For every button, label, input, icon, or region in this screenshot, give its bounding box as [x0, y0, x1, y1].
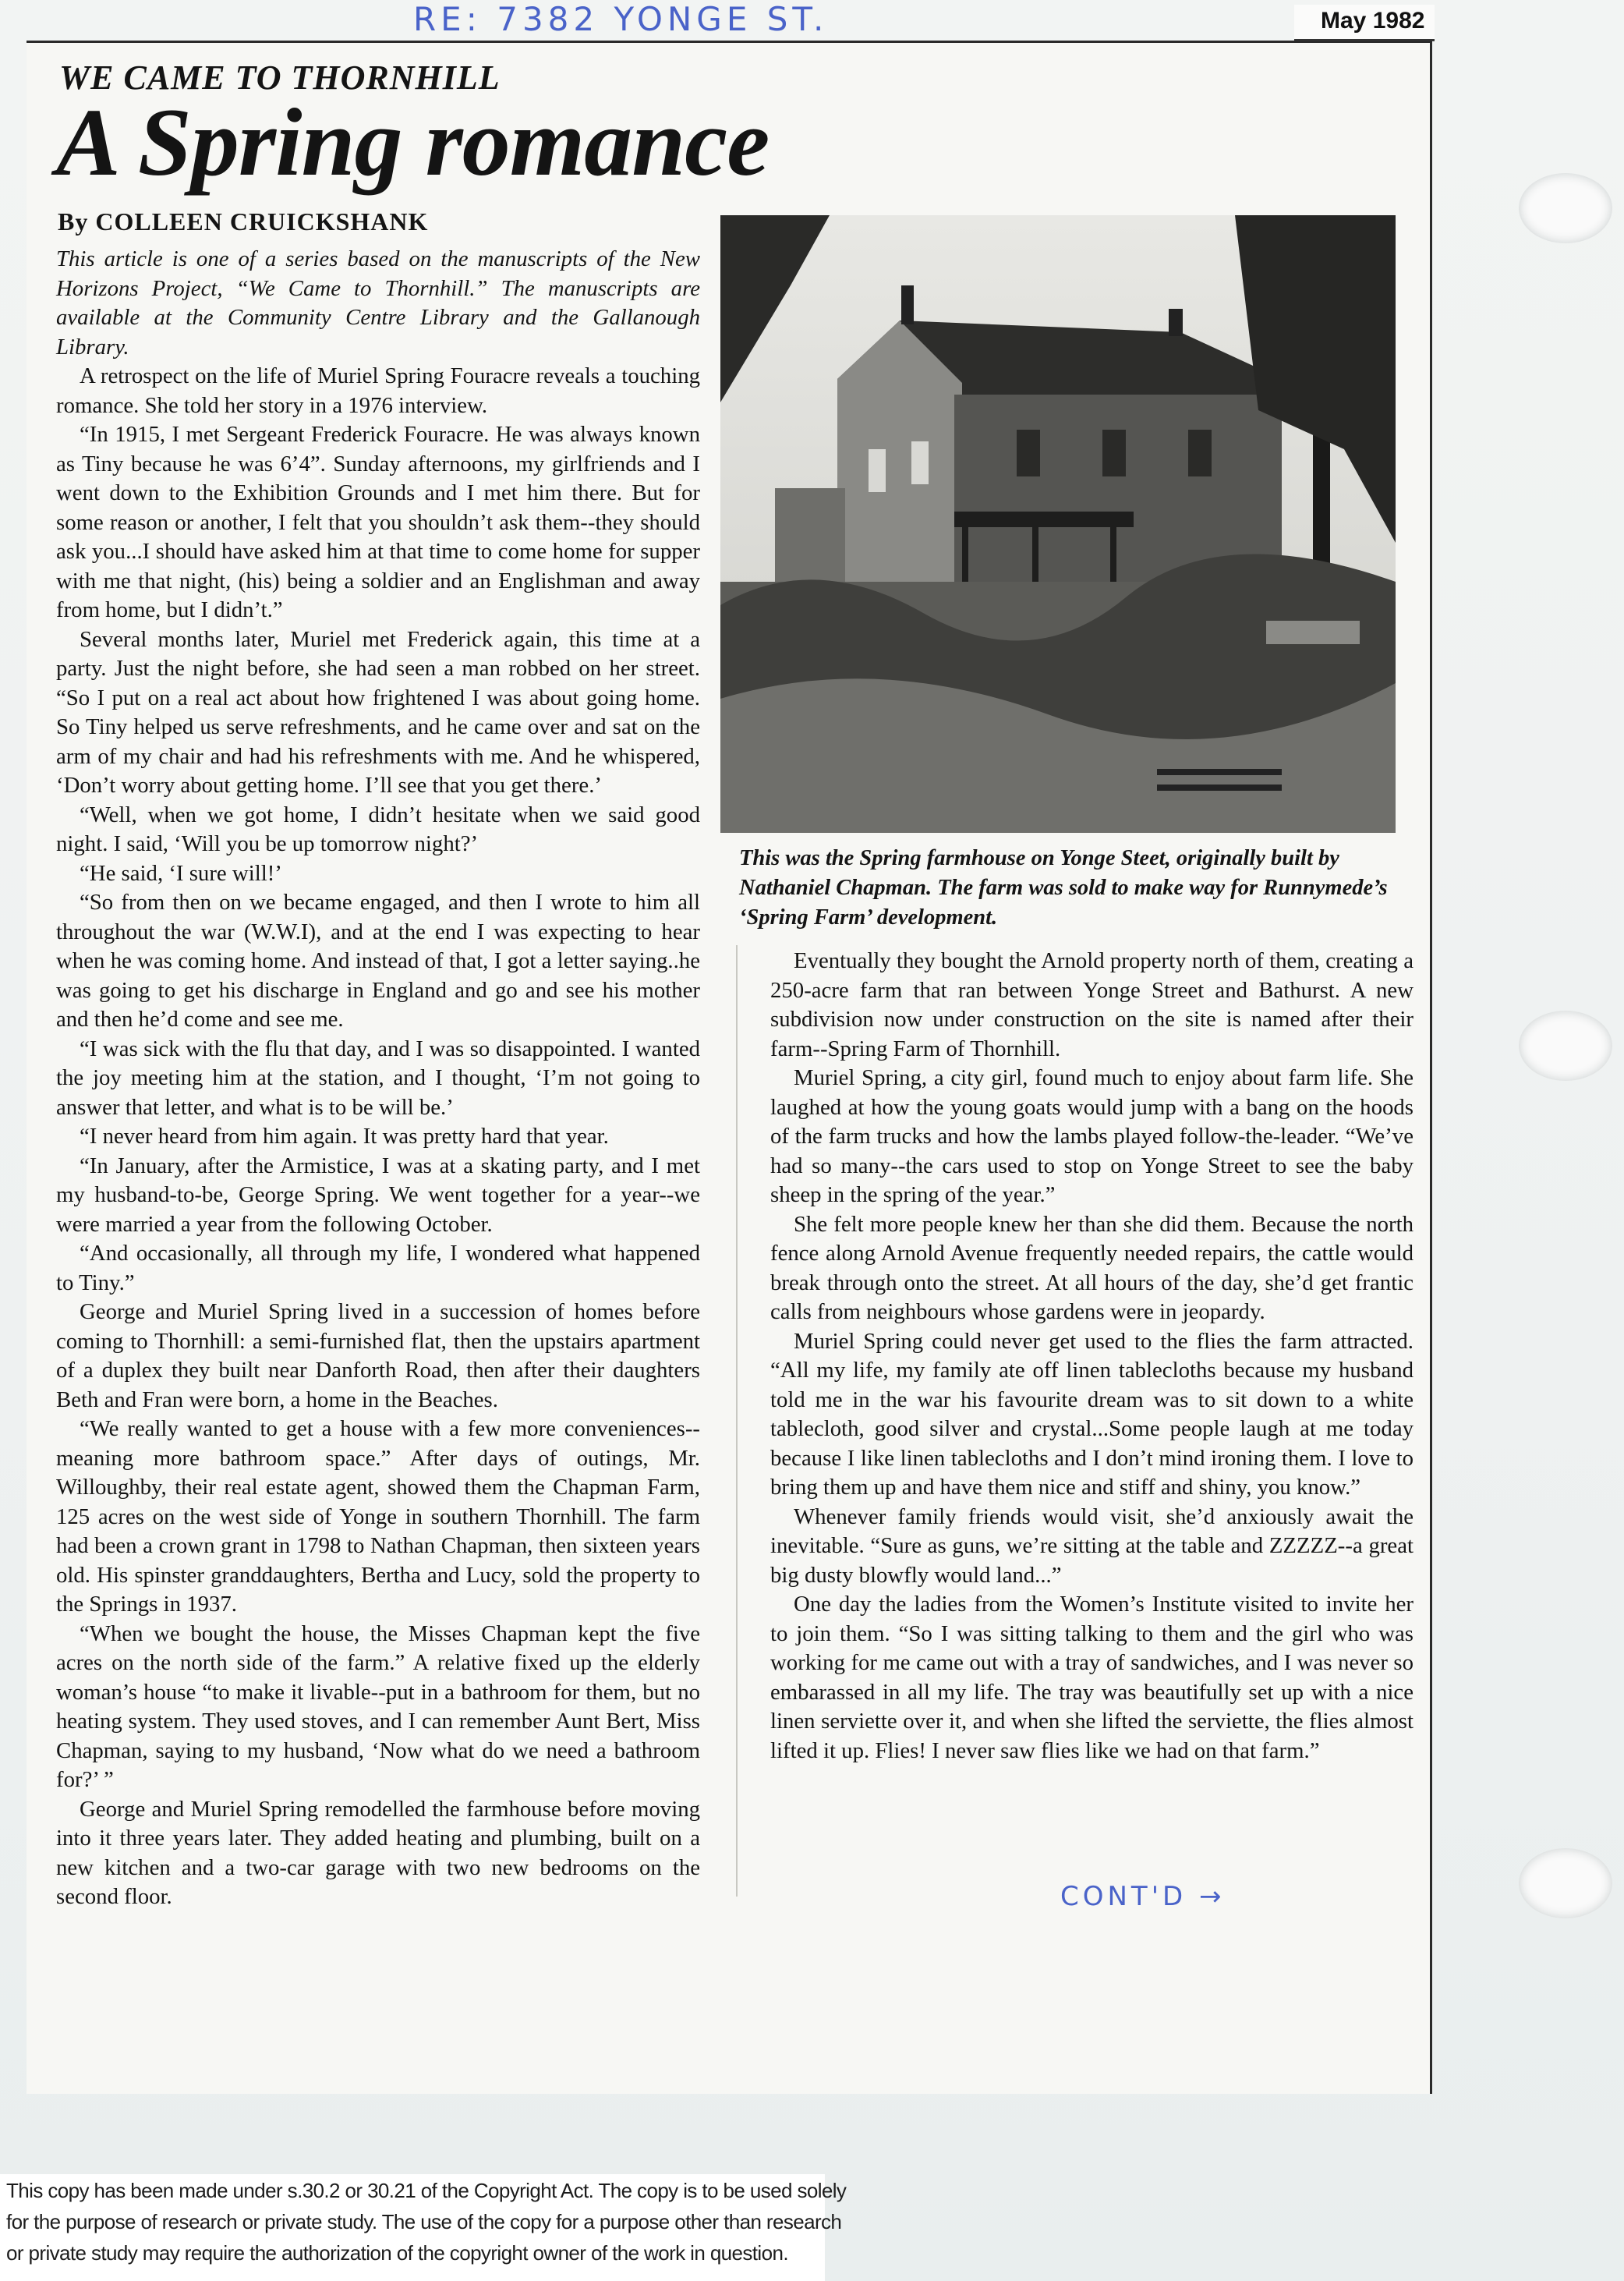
farmhouse-illustration: [720, 215, 1396, 833]
body-paragraph: “When we bought the house, the Misses Chapman kept the five acres on the north side of the farm.” A relative fixed up the elderly woman’s house “to make it livable--put in a bathroom for them, but no heating system. They used stoves, and I can remember Aunt Bert, Miss Chapman, saying to my husband, ‘Now what do we need a bathroom for?’ ”: [56, 1620, 700, 1792]
body-paragraph: “And occasionally, all through my life, I wondered what happened to Tiny.”: [56, 1241, 700, 1295]
body-paragraph: “Well, when we got home, I didn’t hesitate when we said good night. I said, ‘Will you be up tomorrow night?’: [56, 802, 700, 856]
body-paragraph: Muriel Spring could never get used to the flies the farm attracted. “All my life, my family ate off linen tablecloths because my husband told me in the war his favourite dream was to sit down to a white tablecloth, good silver and crystal...Some people laugh at me today because I like linen tablecloths and I don’t mind ironing them. I love to bring them up and have them nice and stiff and shiny, you know.”: [770, 1328, 1413, 1500]
body-paragraph: Eventually they bought the Arnold property north of them, creating a 250-acre farm that ran between Yonge Street and Bathurst. A new subdivision now under construction on the site is named after their farm--Spring Farm of Thornhill.: [770, 948, 1413, 1061]
article-headline: A Spring romance: [56, 89, 770, 196]
left-column: [56, 245, 700, 1912]
intro-paragraph: This article is one of a series based on the manuscripts of the New Horizons Project, “We Came to Thornhill.” The manuscripts are available at the Community Centre Library and the Gallanough Library.: [56, 246, 700, 360]
body-paragraph: “I was sick with the flu that day, and I was so disappointed. I wanted the joy meeting him at the station, and I thought, ‘I’m not going to answer that letter, and what is to be will be.’: [56, 1036, 700, 1120]
photo-caption: This was the Spring farmhouse on Yonge Steet, originally built by Nathaniel Chapman. The farm was sold to make way for Runnymede’s ‘Spring Farm’ development.: [739, 846, 1388, 930]
body-paragraph: George and Muriel Spring remodelled the farmhouse before moving into it three years later. They added heating and plumbing, built on a new kitchen and a two-car garage with two new bedrooms on the second floor.: [56, 1796, 700, 1909]
body-paragraph: “In January, after the Armistice, I was at a skating party, and I met my husband-to-be, George Spring. We went together for a year--we were married a year from the following October.: [56, 1153, 700, 1237]
farmhouse-photo: [720, 215, 1396, 833]
right-column: [770, 947, 1413, 1766]
copyright-line: This copy has been made under s.30.2 or 30.21 of the Copyright Act. The copy is to be used solely: [6, 2179, 847, 2202]
column-divider: [736, 945, 738, 1897]
body-paragraph: One day the ladies from the Women’s Institute visited to invite her to join them. “So I was sitting talking to them and the girl who was working for me came out with a tray of sandwiches, and I was never so embarassed in all my life. The tray was beautifully set up with a nice linen serviette over it, and when she lifted the serviette, the flies almost lifted it up. Flies! I never saw flies like we had on that farm.”: [770, 1592, 1413, 1763]
body-paragraph: Several months later, Muriel met Frederick again, this time at a party. Just the night before, she had seen a man robbed on her street. “So I put on a real act about how frightened I was about going home. So Tiny helped us serve refreshments, and he came over and sat on the arm of my chair and had his refreshments with me. And he whispered, ‘Don’t worry about getting home. I’ll see that you get there.’: [56, 626, 700, 798]
body-paragraph: “In 1915, I met Sergeant Frederick Fouracre. He was always known as Tiny because he was 6’4”. Sunday afternoons, my girlfriends and I went down to the Exhibition Grounds and I met him there. But for some reason or another, I felt that you shouldn’t ask them--they should ask you...I should have asked him at that time to come home for supper with me that night, (his) being a soldier and an Englishman and away from home, but I didn’t.”: [56, 422, 700, 622]
date-label: May 1982: [1321, 8, 1425, 34]
handwritten-reference-note: RE: 7382 YONGE ST.: [413, 0, 829, 38]
byline: By COLLEEN CRUICKSHANK: [58, 207, 429, 236]
body-paragraph: George and Muriel Spring lived in a succession of homes before coming to Thornhill: a semi-furnished flat, then the upstairs apartment of a duplex they built near Danforth Road, then after their daughters Beth and Fran were born, a home in the Beaches.: [56, 1299, 700, 1412]
body-paragraph: She felt more people knew her than she did them. Because the north fence along Arnold Avenue frequently needed repairs, the cattle would break through onto the street. At all hours of the day, she’d get frantic calls from neighbours whose gardens were in jeopardy.: [770, 1211, 1413, 1324]
binder-hole-tear: [1519, 1848, 1612, 1918]
body-paragraph: “So from then on we became engaged, and then I wrote to him all throughout the war (W.W.I), and at the end I was expecting to hear when he was coming home. And instead of that, I got a letter saying..he was going to get his discharge in England and go and see his mother and then he’d come and see me.: [56, 890, 700, 1032]
copyright-line: for the purpose of research or private study. The use of the copy for a purpose other than research: [6, 2210, 842, 2233]
copyright-notice: [0, 2174, 847, 2281]
body-paragraph: Muriel Spring, a city girl, found much to enjoy about farm life. She laughed at how the young goats would jump with a bang on the hoods of the farm trucks and how the lambs played follow-the-leader. “We’ve had so many--the cars used to stop on Yonge Street to see the baby sheep in the spring of the year.”: [770, 1065, 1413, 1207]
series-kicker: WE CAME TO THORNHILL: [59, 58, 501, 97]
handwritten-continued-note: CONT'D →: [1060, 1881, 1226, 1912]
body-paragraph: “We really wanted to get a house with a few more conveniences--meaning more bathroom space.” After days of outings, Mr. Willoughby, their real estate agent, showed them the Chapman Farm, 125 acres on the west side of Yonge in southern Thornhill. The farm had been a crown grant in 1798 to Nathan Chapman, then sixteen years old. His spinster granddaughters, Bertha and Lucy, sold the property to the Springs in 1937.: [56, 1416, 700, 1617]
copyright-line: or private study may require the authorization of the copyright owner of the work in question.: [6, 2241, 788, 2265]
date-tab: [1294, 5, 1435, 41]
body-paragraph: “I never heard from him again. It was pretty hard that year.: [80, 1124, 609, 1149]
body-paragraph: “He said, ‘I sure will!’: [80, 860, 282, 886]
body-paragraph: A retrospect on the life of Muriel Spring Fouracre reveals a touching romance. She told her story in a 1976 interview.: [56, 363, 700, 418]
binder-hole-tear: [1519, 173, 1612, 243]
binder-hole-tear: [1519, 1011, 1612, 1081]
body-paragraph: Whenever family friends would visit, she’d anxiously await the inevitable. “Sure as guns, we’re sitting at the table and ZZZZZ--a great big dusty blowfly would land...”: [770, 1504, 1413, 1588]
